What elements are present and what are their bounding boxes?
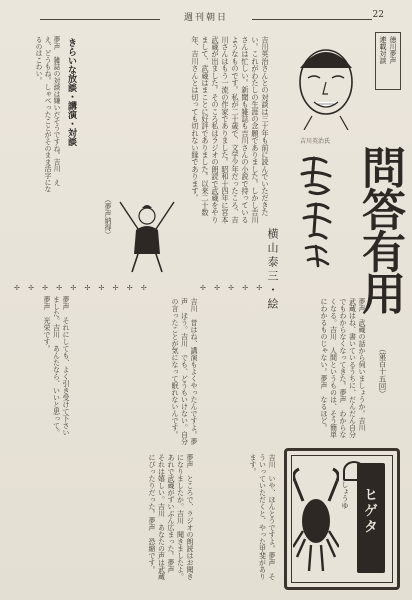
dialogue-text-5: 夢声 ところで、ラジオの朗読はお聞きになりましたか。吉川 聞きましたよ。あれで武蔵がずいぶん広まった。夢声 それは嬉しい。吉川 あなたの声は武蔵にぴったりだった。夢声 恐縮です。: [148, 454, 194, 580]
ad-brand-name: ヒゲタ: [362, 487, 378, 535]
dialogue-text-3: 吉川 昔はね、講演もよくやったんですよ。夢声 ほう。吉川 でも、どうもいけない。自分の言ったことが気になって眠れないんです。: [171, 298, 198, 445]
intro-text: 吉川英治さんとの対談は三十年も前に読んでいただきたい。これがわたしの生涯の念願でありました。しかし吉川さんは忙しい。新聞も雑誌も吉川さんの小説で持っているようなものです。私が二十歳で、文学少年だったころ、吉川さんはもう一流の作家でありました。昭和十四年に宮本武蔵が出ました。そのころ私はラジオの朗読で武蔵をやりまして、武蔵はまことに好評でありました。以来二十数年、吉川さんとは切っても切れない縁であります。: [191, 36, 270, 224]
guest-portrait: [282, 38, 370, 130]
ad-subtext: しょうゆ: [341, 481, 349, 509]
guest-signature: [296, 152, 336, 272]
section-heading: きらいな放談・講演・対談: [66, 38, 76, 146]
series-title: 問答有用: [354, 145, 405, 313]
section-divider-right: ✢ ✢ ✢ ✢ ✢: [200, 284, 266, 292]
dialogue-text-1: 夢声 雑誌の対談は嫌いだそうですね。吉川 ええ、どうもね。しゃべったことがそのまま活字になるのはこわい。: [34, 36, 60, 193]
dialogue-note: （夢声納得）: [104, 196, 112, 238]
dialogue-text-6: 吉川 いや、ほんとうですよ。夢声 そういっていただくと、やった甲斐があります。: [249, 454, 276, 580]
samurai-illustration: [116, 196, 178, 276]
dialogue-text-4: 夢声 武蔵の話から伺いましょうか。吉川 武蔵はね、書いているうちに、だんだん自分でもわからなくなってきた。夢声 わからなくなる。吉川 人間というものは、そう簡単にわかるものじゃない。夢声 なるほど。: [320, 298, 366, 438]
issue-number: （第百十五回）: [378, 345, 387, 398]
illustrator-credit: 横山泰三・絵: [266, 228, 279, 312]
ad-brand-box: [357, 463, 385, 573]
series-badge: [375, 32, 401, 90]
series-label-1: 徳川夢声: [389, 36, 397, 64]
magazine-title: 週刊朝日: [183, 13, 228, 23]
advertisement: [284, 448, 400, 590]
page-number: 22: [372, 10, 384, 20]
section-divider-left: ✢ ✢ ✢ ✢ ✢ ✢ ✢ ✢ ✢ ✢: [14, 284, 150, 292]
dialogue-text-2: 夢声 それにしても、よく引き受けて下さいました。吉川 あんたなら、いいと思って。夢声 光栄です。: [43, 296, 70, 436]
series-label-2: 連載対談: [379, 36, 387, 64]
portrait-caption: 吉川英治氏: [300, 138, 331, 145]
crab-icon: [293, 461, 339, 579]
